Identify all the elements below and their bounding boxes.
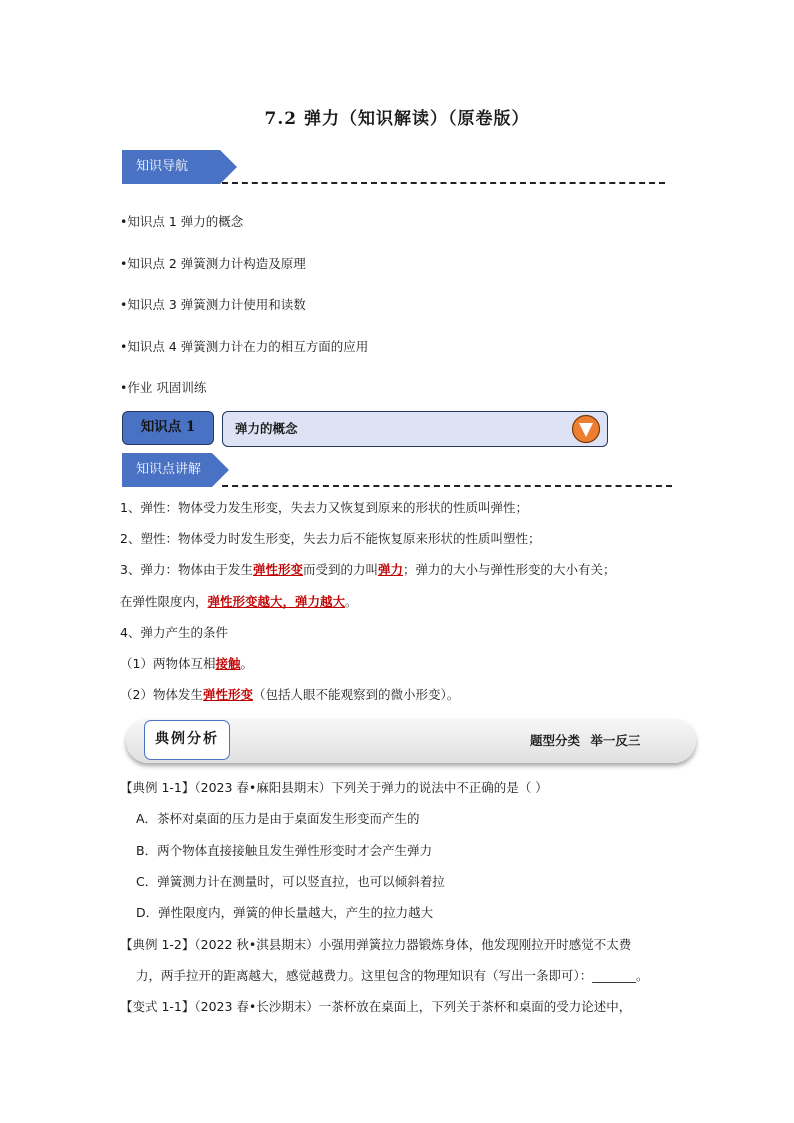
highlight-rule: 弹性形变越大，弹力越大: [207, 594, 346, 609]
highlight-contact: 接触: [215, 656, 241, 671]
nav-item-homework[interactable]: •作业 巩固训练: [120, 380, 207, 395]
explain-banner-label: 知识点讲解: [136, 462, 202, 477]
paragraph-conditions: 4、弹力产生的条件: [120, 625, 228, 640]
paragraph-elastic-force: 3、弹力：物体由于发生弹性形变而受到的力叫弹力；弹力的大小与弹性形变的大小有关；: [120, 562, 616, 577]
explain-divider: [222, 485, 672, 487]
option-d[interactable]: D．弹性限度内，弹簧的伸长量越大，产生的拉力越大: [136, 905, 434, 920]
condition-1: （1）两物体互相接触。: [120, 656, 253, 671]
nav-banner: [122, 150, 242, 184]
question-1-2-line1: 【典例 1-2】（2022 秋•淇县期末）小强用弹簧拉力器锻炼身体，他发现刚拉开时感觉不太费: [120, 937, 632, 952]
condition-2: （2）物体发生弹性形变（包括人眼不能观察到的微小形变）。: [120, 687, 460, 702]
knowledge-point-tag: 知识点 1: [122, 411, 214, 445]
option-a[interactable]: A．茶杯对桌面的压力是由于桌面发生形变而产生的: [136, 811, 420, 826]
nav-item-3[interactable]: •知识点 3 弹簧测力计使用和读数: [120, 297, 306, 312]
knowledge-point-title: 弹力的概念: [235, 421, 298, 436]
nav-divider: [222, 182, 665, 184]
examples-tag: 典例分析: [144, 720, 230, 760]
highlight-elastic-deformation-2: 弹性形变: [202, 687, 253, 702]
highlight-elastic-deformation: 弹性形变: [252, 562, 303, 577]
nav-banner-label: 知识导航: [136, 159, 189, 174]
question-variant-1-1: 【变式 1-1】（2023 春•长沙期末）一茶杯放在桌面上，下列关于茶杯和桌面的受力论述中，: [120, 999, 632, 1014]
paragraph-plasticity: 2、塑性：物体受力时发生形变，失去力后不能恢复原来形状的性质叫塑性；: [120, 531, 541, 546]
page-title: 7.2 弹力（知识解读）（原卷版）: [264, 109, 530, 129]
nav-item-4[interactable]: •知识点 4 弹簧测力计在力的相互方面的应用: [120, 339, 369, 354]
option-c[interactable]: C．弹簧测力计在测量时，可以竖直拉，也可以倾斜着拉: [136, 874, 445, 889]
highlight-elastic-force: 弹力: [378, 562, 404, 577]
knowledge-point-title-bar[interactable]: [222, 411, 608, 447]
examples-subtitle: 题型分类 举一反三: [530, 733, 641, 748]
paragraph-elasticity: 1、弹性：物体受力发生形变，失去力又恢复到原来的形状的性质叫弹性；: [120, 500, 528, 515]
nav-item-1[interactable]: •知识点 1 弹力的概念: [120, 214, 244, 229]
nav-item-2[interactable]: •知识点 2 弹簧测力计构造及原理: [120, 256, 306, 271]
chevron-down-icon[interactable]: [571, 414, 601, 444]
paragraph-elastic-limit: 在弹性限度内，弹性形变越大，弹力越大。: [120, 594, 358, 609]
explain-banner: [122, 453, 242, 487]
question-1-2-line2: 力，两手拉开的距离越大，感觉越费力。这里包含的物理知识有（写出一条即可）：_______。: [136, 968, 649, 983]
option-b[interactable]: B．两个物体直接接触且发生弹性形变时才会产生弹力: [136, 843, 433, 858]
question-1-1: 【典例 1-1】（2023 春•麻阳县期末）下列关于弹力的说法中不正确的是（ ）: [120, 780, 548, 795]
